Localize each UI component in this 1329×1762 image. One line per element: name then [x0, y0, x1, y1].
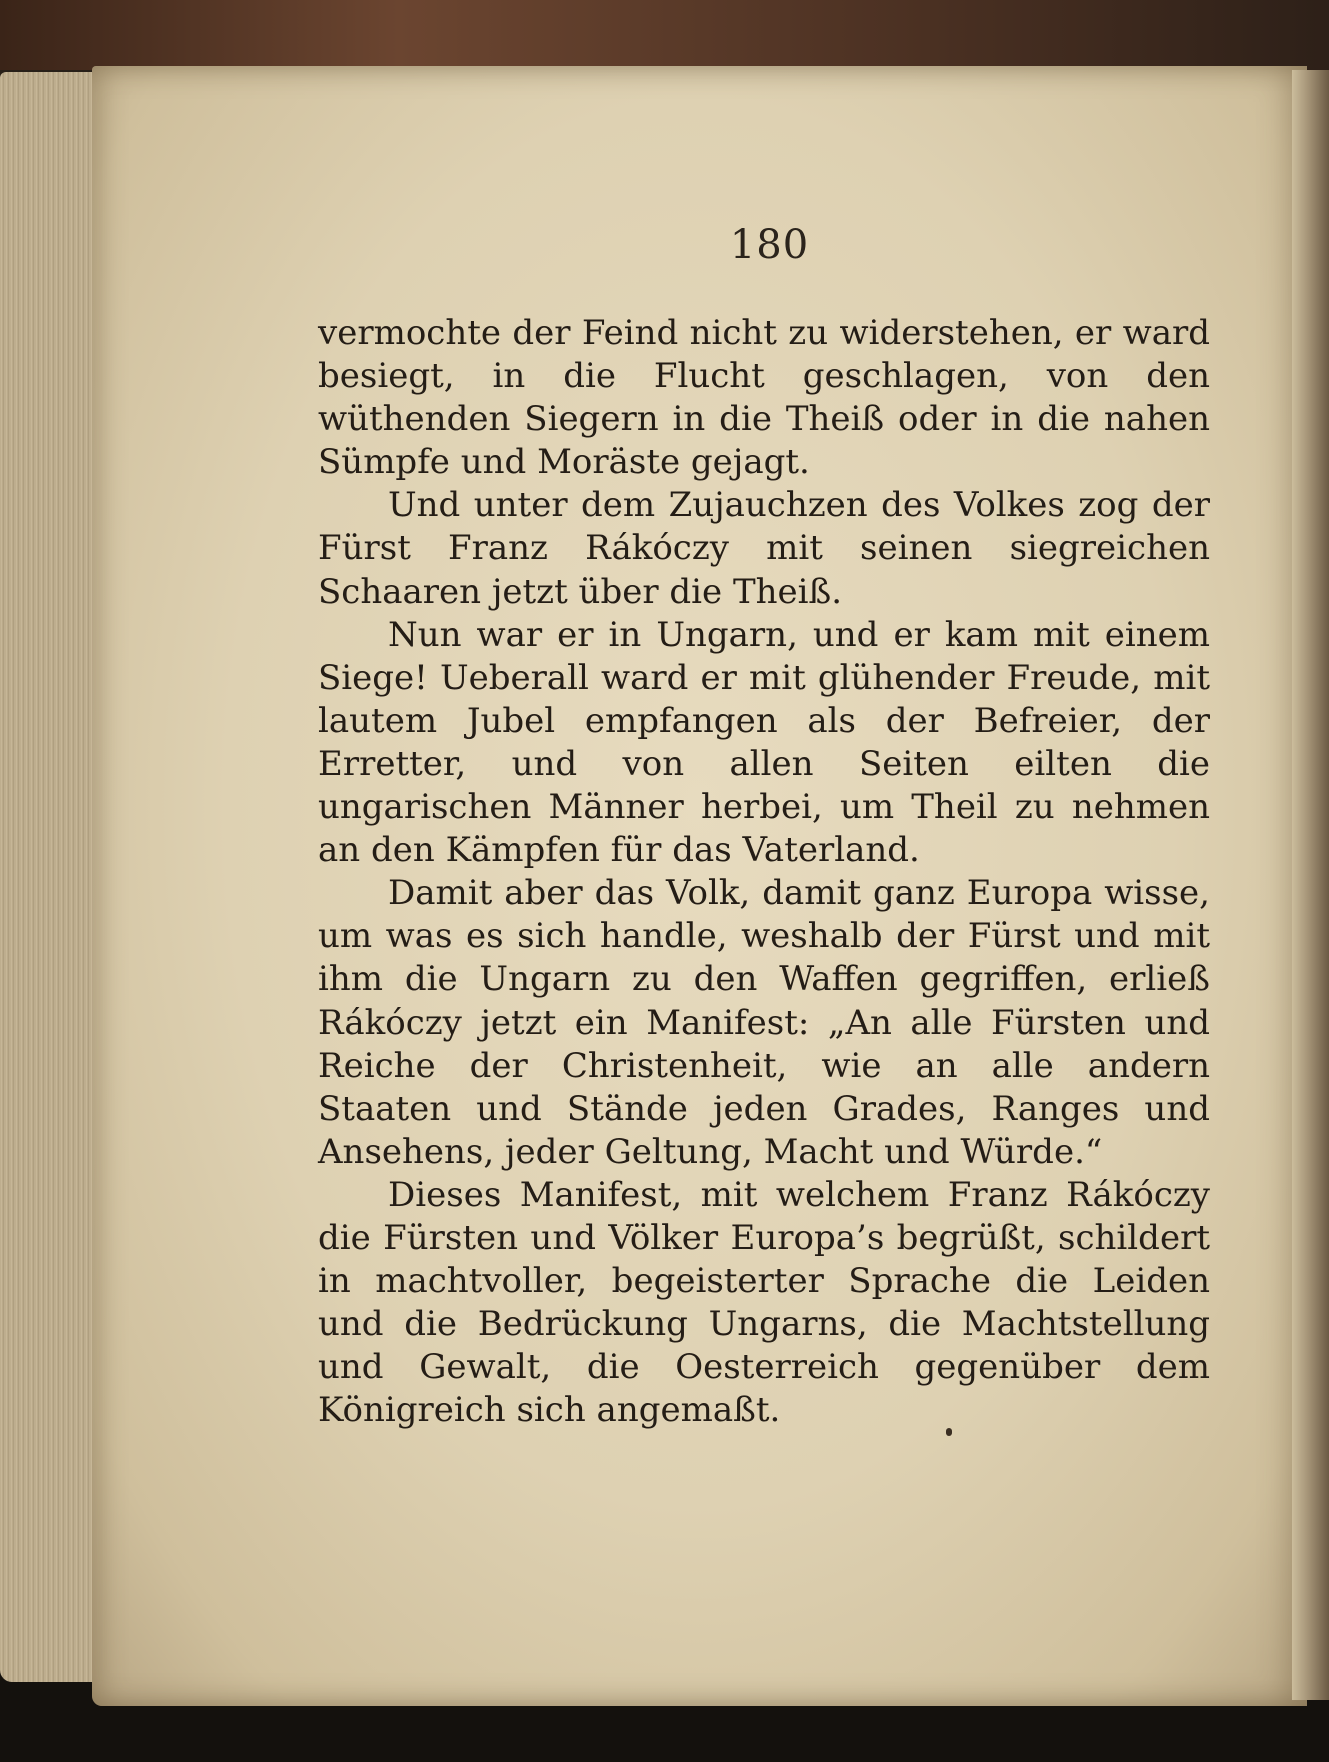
page-number: 180: [729, 222, 810, 268]
paragraph-1: vermochte der Feind nicht zu widerstehen, er ward besiegt, in die Flucht geschlagen, von den wüthenden Siegern in die Theiß oder in die nahen Sümpfe und Moräste gejagt.: [318, 313, 1210, 483]
book-cover-edge: [0, 0, 1329, 70]
ink-speck: [946, 1428, 952, 1436]
body-text: [318, 312, 1210, 1432]
book-gutter: [1292, 70, 1329, 1700]
paragraph-4: Damit aber das Volk, damit ganz Europa wisse, um was es sich handle, weshalb der Fürst und mit ihm die Ungarn zu den Waffen gegriffen, erließ Rákóczy jetzt ein Manifest: „An alle Fürsten und Reiche der Christenheit, wie an alle andern Staaten und Stände jeden Grades, Ranges und Ansehens, jeder Geltung, Macht und Würde.“: [318, 873, 1210, 1172]
paragraph-2: Und unter dem Zujauchzen des Volkes zog der Fürst Franz Rákóczy mit seinen siegreichen Schaaren jetzt über die Theiß.: [318, 485, 1210, 612]
paragraph-5: Dieses Manifest, mit welchem Franz Rákóczy die Fürsten und Völker Europa’s begrüßt, schildert in machtvoller, begeisterter Sprache die Leiden und die Bedrückung Ungarns, die Machtstellung und Gewalt, die Oesterreich gegenüber dem Königreich sich angemaßt.: [318, 1174, 1210, 1431]
paragraph-3: Nun war er in Ungarn, und er kam mit einem Siege! Ueberall ward er mit glühender Freude, mit lautem Jubel empfangen als der Befreier, der Erretter, und von allen Seiten eilten die ungarischen Männer herbei, um Theil zu nehmen an den Kämpfen für das Vaterland.: [318, 614, 1210, 871]
